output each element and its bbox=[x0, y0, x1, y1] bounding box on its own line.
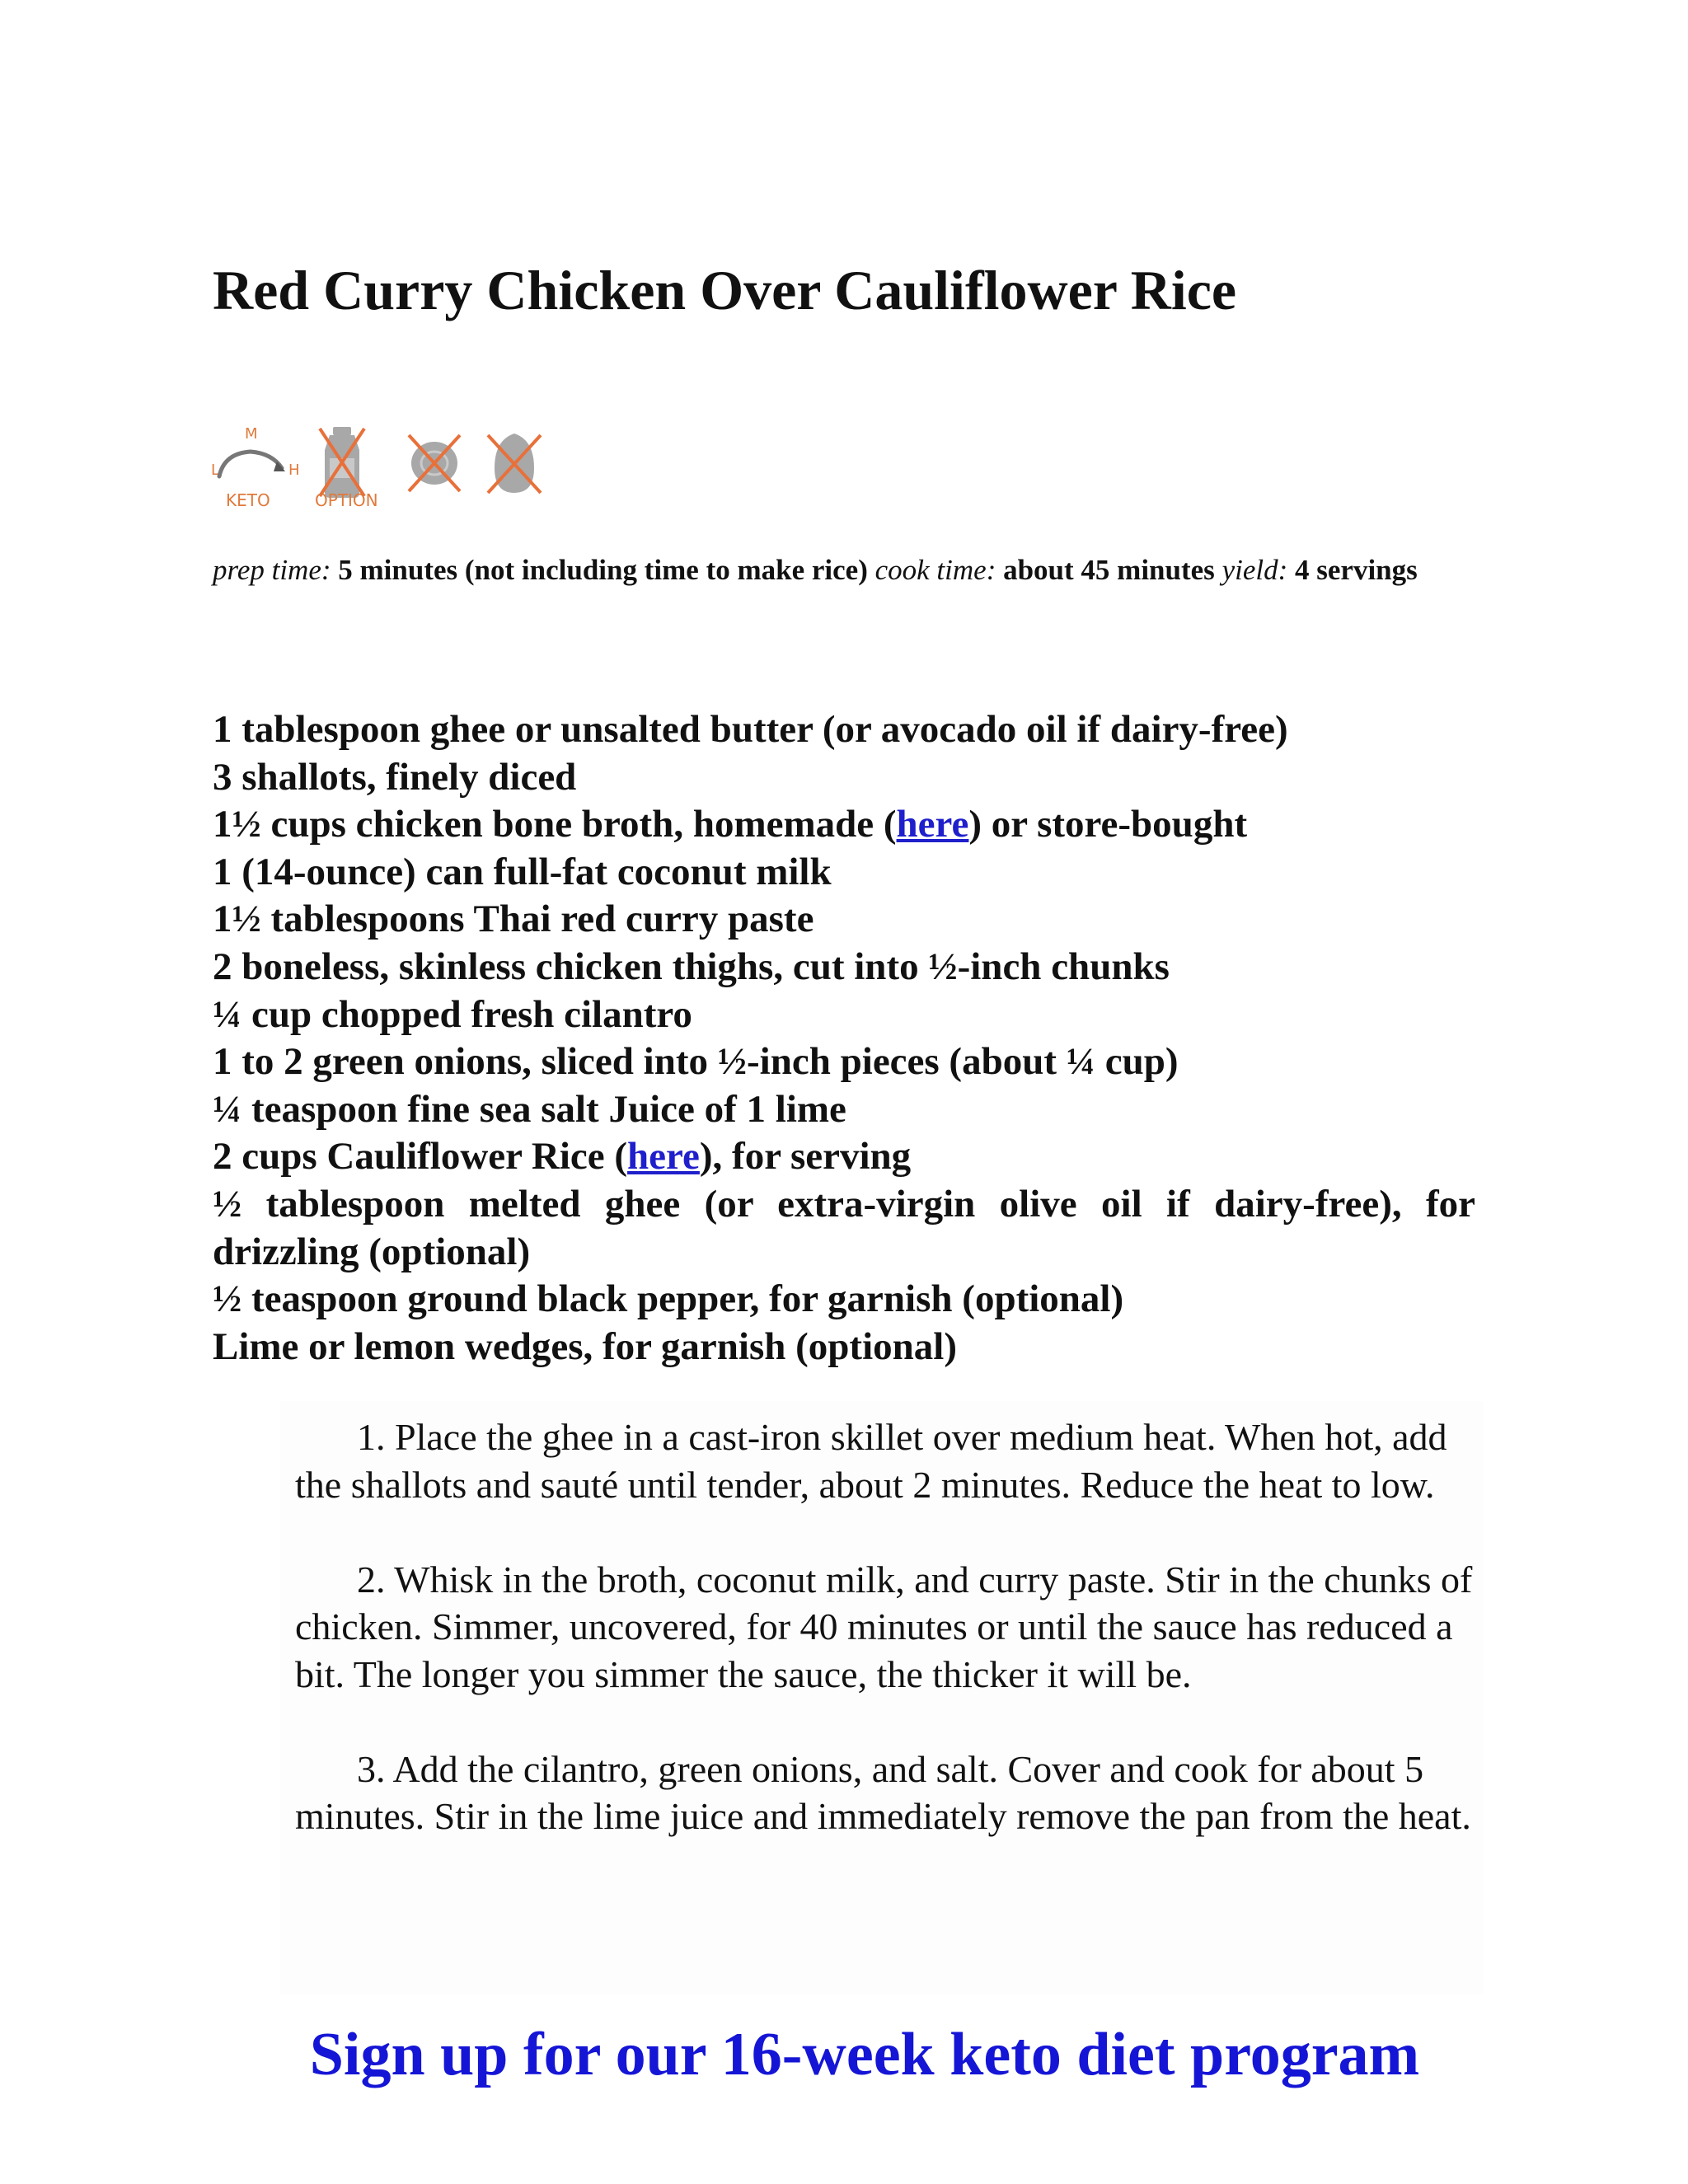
yield-label: yield: bbox=[1221, 554, 1288, 586]
ingredient-item: ¼ cup chopped fresh cilantro bbox=[213, 992, 692, 1036]
keto-gauge-icon bbox=[211, 425, 300, 510]
keto-caption: KETO bbox=[226, 490, 270, 510]
ingredient-item: ½ tablespoon melted ghee (or extra-virgin olive oil if dairy-free), for drizzling (optional) bbox=[213, 1182, 1475, 1273]
ingredient-item: 1 to 2 green onions, sliced into ½-inch pieces (about ¼ cup) bbox=[213, 1040, 1179, 1084]
ingredient-item: 2 boneless, skinless chicken thighs, cut into ½-inch chunks bbox=[213, 944, 1170, 988]
ingredient-item: Lime or lemon wedges, for garnish (optional) bbox=[213, 1324, 957, 1368]
ingredient-item: ¼ teaspoon fine sea salt Juice of 1 lime bbox=[213, 1087, 846, 1131]
dairy-option-caption: OPTION bbox=[315, 490, 378, 510]
prep-time-label: prep time: bbox=[213, 554, 331, 586]
cook-time-label: cook time: bbox=[874, 554, 996, 586]
diet-badges-graphic bbox=[208, 420, 554, 519]
ingredient-text: ) or store-bought bbox=[968, 803, 1248, 846]
yield-value: 4 servings bbox=[1295, 554, 1418, 586]
ingredient-item: ½ teaspoon ground black pepper, for garnish (optional) bbox=[213, 1277, 1124, 1321]
ingredient-list bbox=[213, 706, 1475, 1371]
ingredient-text: ), for serving bbox=[699, 1135, 912, 1179]
recipe-title: Red Curry Chicken Over Cauliflower Rice bbox=[213, 259, 1237, 321]
cook-time-value: about 45 minutes bbox=[1003, 554, 1215, 586]
ingredient-item: 3 shallots, finely diced bbox=[213, 755, 577, 799]
signup-link[interactable]: Sign up for our 16-week keto diet program bbox=[309, 2021, 1420, 2088]
ingredient-item: 1 tablespoon ghee or unsalted butter (or avocado oil if dairy-free) bbox=[213, 708, 1288, 751]
ingredient-item bbox=[213, 801, 1475, 849]
ingredient-item bbox=[213, 1133, 1475, 1181]
ingredient-item: 1½ tablespoons Thai red curry paste bbox=[213, 898, 814, 941]
instruction-steps bbox=[295, 1413, 1474, 1887]
ingredient-text: 1½ cups chicken bone broth, homemade ( bbox=[213, 803, 897, 846]
prep-time-value: 5 minutes (not including time to make rice) bbox=[338, 554, 868, 586]
instruction-step: 1. Place the ghee in a cast-iron skillet over medium heat. When hot, add the shallots and sauté until tender, about 2 minutes. Reduce the heat to low. bbox=[295, 1416, 1447, 1506]
nut-crossed-icon bbox=[409, 435, 460, 491]
egg-crossed-icon bbox=[488, 434, 541, 493]
ingredient-item: 1 (14-ounce) can full-fat coconut milk bbox=[213, 850, 832, 893]
bone-broth-recipe-link[interactable]: here bbox=[896, 803, 969, 846]
cauliflower-rice-recipe-link[interactable]: here bbox=[627, 1135, 700, 1179]
recipe-meta bbox=[213, 552, 1475, 588]
instruction-step: 3. Add the cilantro, green onions, and salt. Cover and cook for about 5 minutes. Stir in the lime juice and immediately remove the pan from the heat. bbox=[295, 1747, 1471, 1837]
keto-level-low: L bbox=[211, 462, 220, 479]
keto-level-high: H bbox=[288, 462, 300, 479]
milk-bottle-crossed-icon bbox=[315, 427, 378, 510]
diet-badges bbox=[208, 420, 554, 519]
ingredient-text: 2 cups Cauliflower Rice ( bbox=[213, 1135, 628, 1179]
instruction-step: 2. Whisk in the broth, coconut milk, and curry paste. Stir in the chunks of chicken. Simmer, uncovered, for 40 minutes or until the sauce has reduced a bit. The longer you simmer the sauce, the thicker it will be. bbox=[295, 1558, 1473, 1695]
keto-level-medium: M bbox=[245, 425, 258, 443]
